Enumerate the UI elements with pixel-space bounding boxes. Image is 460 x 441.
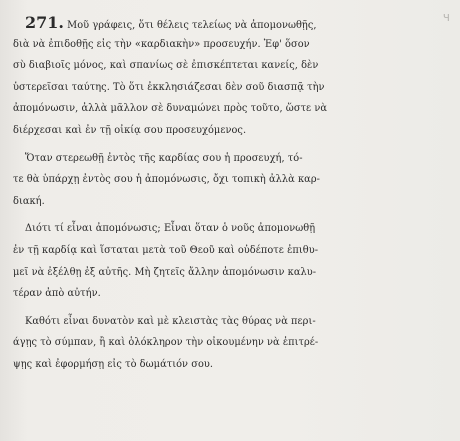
text-line: ἐν τῇ καρδίᾳ καὶ ἵσταται μετὰ τοῦ Θεοῦ καὶ οὐδέποτε ἐπιθυ- — [13, 244, 319, 256]
text-line: διακή. — [13, 195, 45, 207]
text-line: διέρχεσαι καὶ ἐν τῇ οἰκίᾳ σου προσευχόμενος. — [13, 124, 247, 136]
text-line: τέραν ἀπὸ αὐτήν. — [13, 288, 101, 300]
text-line: ψῃς καὶ ἐφορμήσῃ εἰς τὸ δωμάτιόν σου. — [13, 358, 214, 370]
text-line: Διότι τί εἶναι ἀπομόνωσις; Εἶναι ὅταν ὁ νοῦς ἀπομονωθῇ — [25, 223, 316, 235]
text-line — [13, 12, 453, 34]
text-line: ὑστερεῖσαι ταύτης. Τὸ ὅτι ἐκκλησιάζεσαι δὲν σοῦ διασπᾷ τὴν — [13, 81, 325, 93]
text-line: μεῖ νὰ ἐξέλθῃ ἐξ αὐτῆς. Μὴ ζητεῖς ἄλλην ἀπομόνωσιν καλυ- — [13, 266, 317, 278]
text-line: Ὅταν στερεωθῇ ἐντὸς τῆς καρδίας σου ἡ προσευχή, τό- — [25, 152, 303, 164]
text-line: Καθότι εἶναι δυνατὸν καὶ μὲ κλειστὰς τὰς θύρας νὰ περι- — [25, 315, 316, 327]
text-line: διὰ νὰ ἐπιδοθῇς εἰς τὴν «καρδιακὴν» προσευχήν. Ἐφ' ὅσον — [13, 38, 310, 50]
line-text: Μοῦ γράφεις, ὅτι θέλεις τελείως νὰ ἀπομονωθῇς, — [63, 20, 317, 31]
text-line: άγῃς τὸ σύμπαν, ἢ καὶ ὁλόκληρον τὴν οἰκουμένην νὰ ἐπιτρέ- — [13, 337, 319, 349]
text-line: ἀπομόνωσιν, ἀλλὰ μᾶλλον σὲ δυναμώνει πρὸς τοῦτο, ὥστε νὰ — [13, 103, 328, 115]
corner-mark: ч — [442, 10, 450, 24]
paragraph-number: 271. — [25, 13, 64, 32]
text-line: τε θὰ ὑπάρχῃ ἐντὸς σου ἡ ἀπομόνωσις, ὄχι τοπικὴ ἀλλὰ καρ- — [13, 174, 321, 186]
document-text — [13, 12, 453, 376]
text-line: σὺ διαβιοῖς μόνος, καὶ σπανίως σὲ ἐπισκέπτεται κανείς, δὲν — [13, 60, 319, 72]
